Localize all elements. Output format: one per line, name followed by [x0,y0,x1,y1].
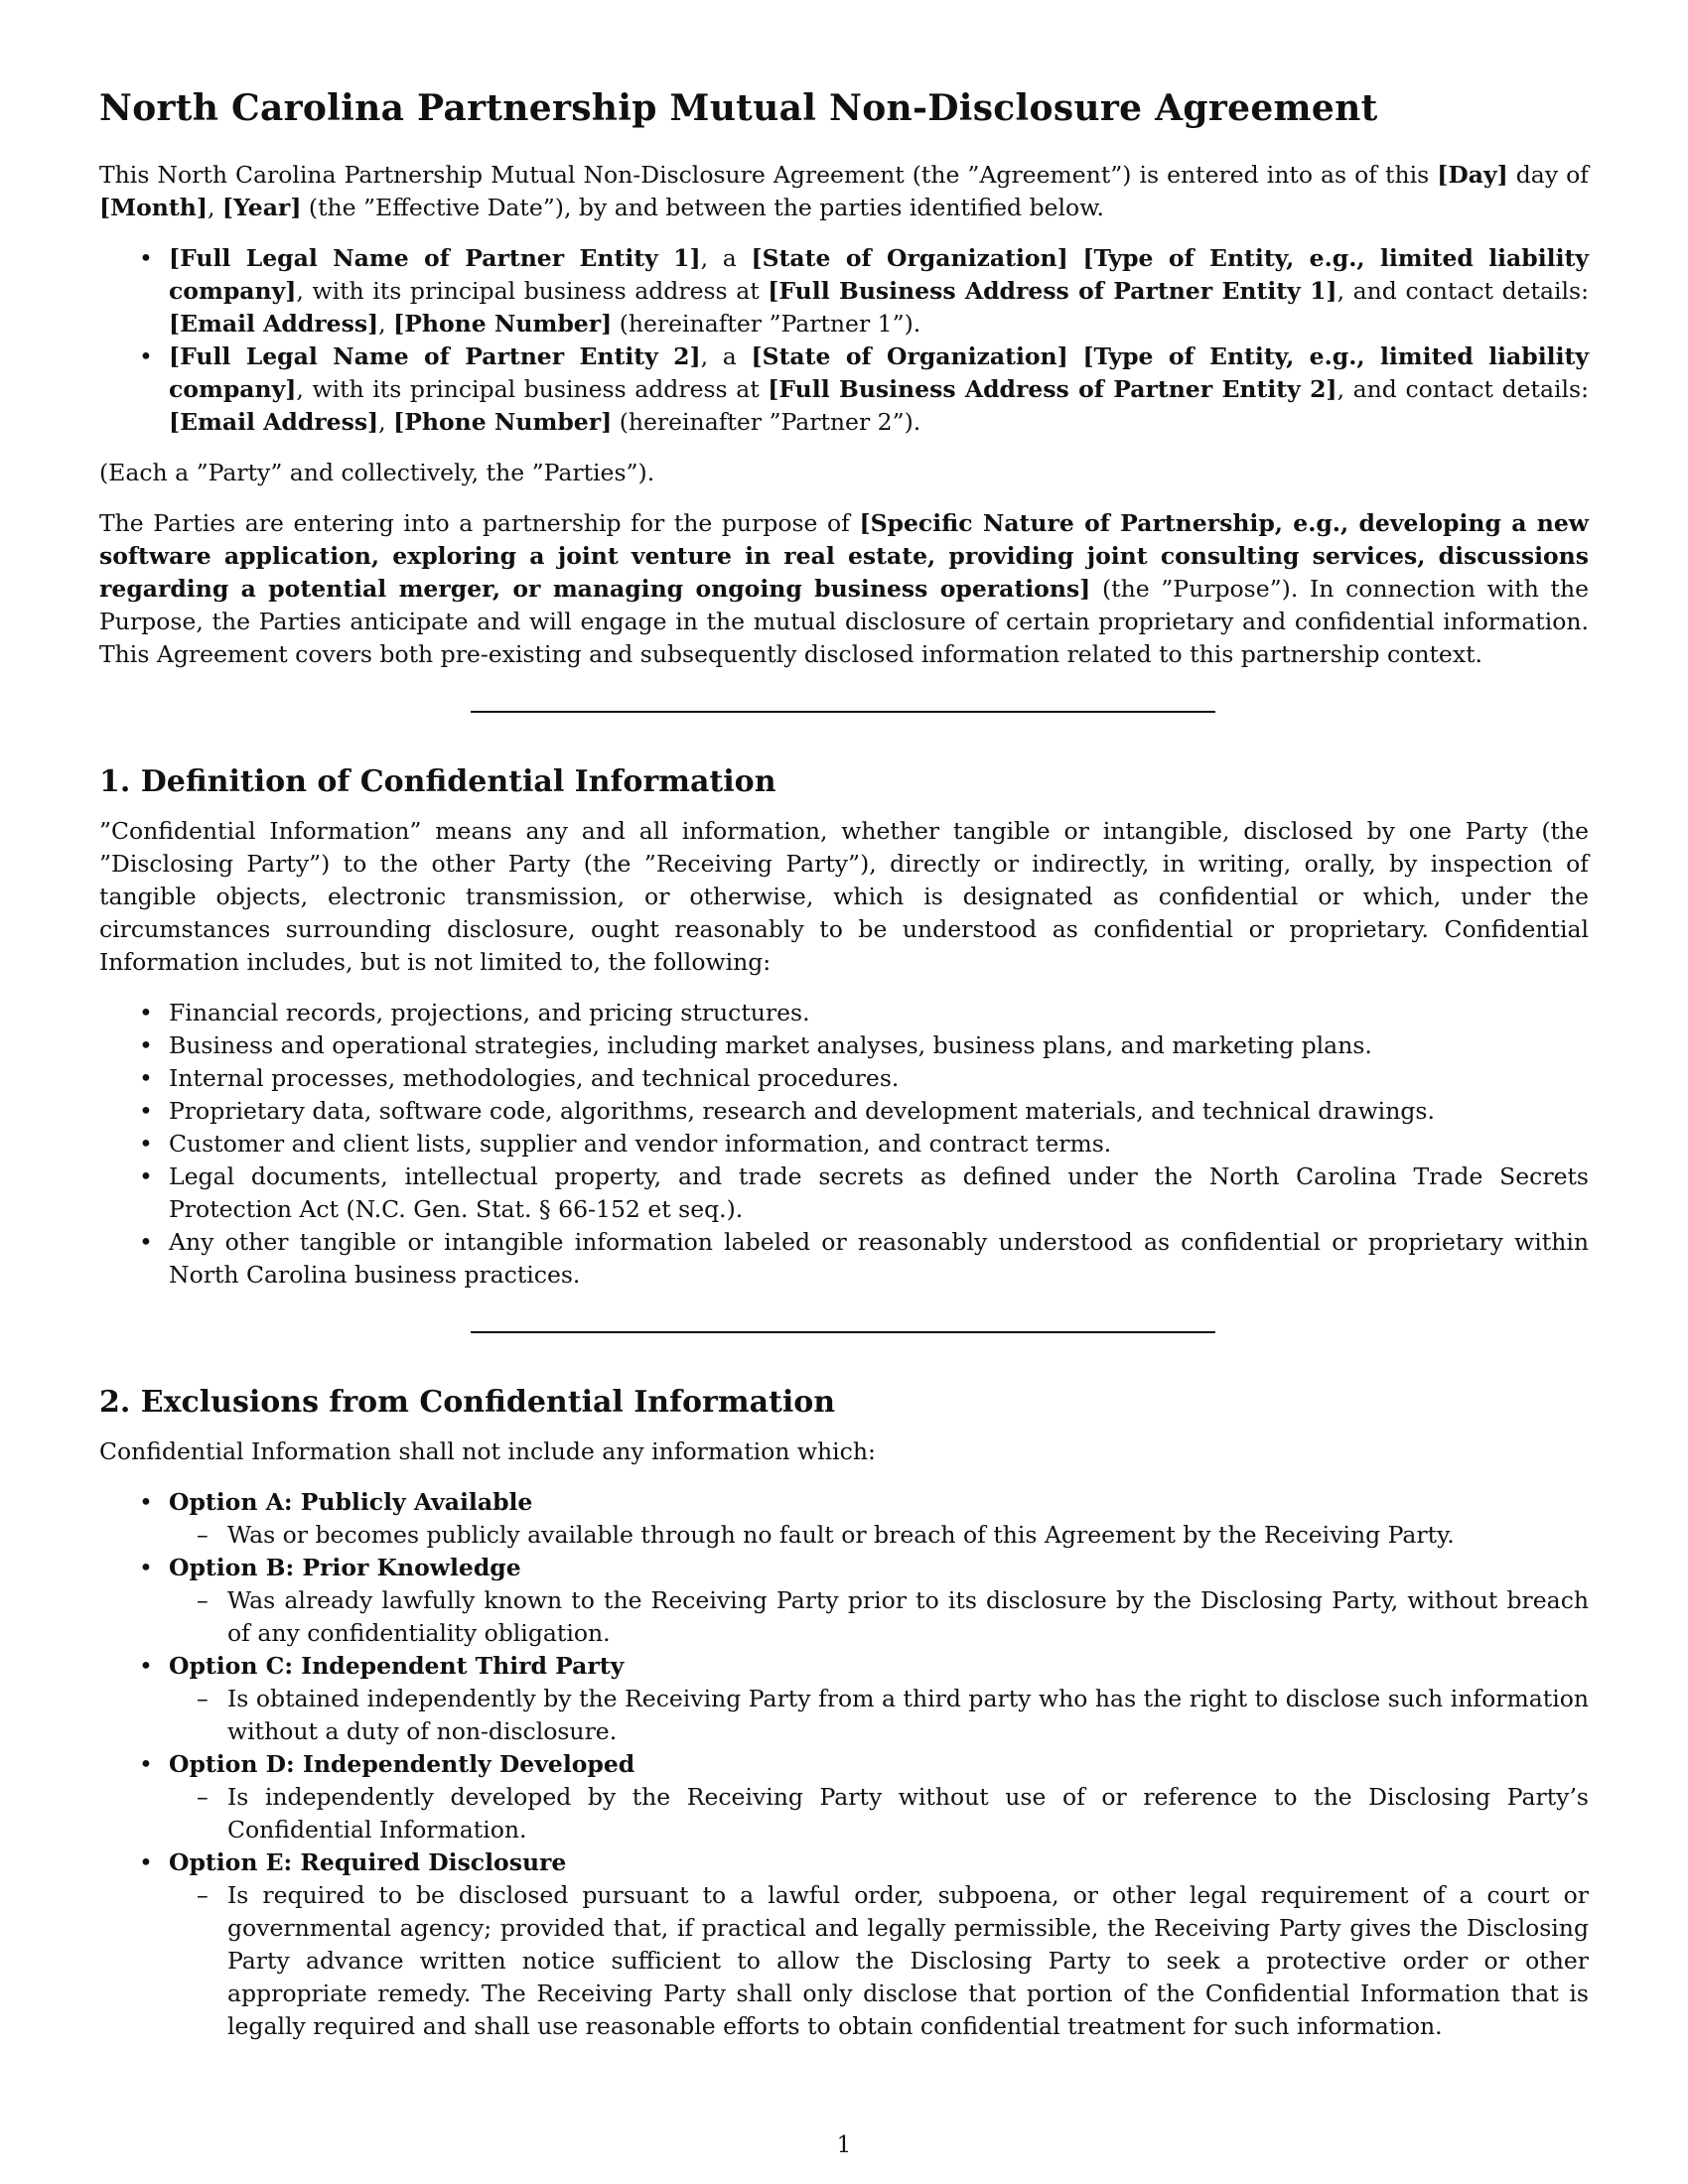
option-text: – Is required to be disclosed pursuant to a lawful order, subpoena, or other legal requirement of a court or governmental agency; provided that, if practical and legally permissible, the Receiving Party gives the Disclosing Party advance written notice sufficient to allow the Disclosing Party to seek a protective order or other appropriate remedy. The Receiving Party shall only disclose that portion of the Confidential Information that is legally required and shall use reasonable efforts to obtain confidential treatment for such information. [99,1879,1589,2043]
party-text: , [378,408,394,436]
party-text: , with its principal business address at [296,375,769,403]
option-text: – Is independently developed by the Receiving Party without use of or reference to the Disclosing Party’s Confidential Information. [99,1781,1589,1846]
option-item [99,1486,1589,1552]
month-placeholder: [Month] [99,194,208,221]
parties-list [99,242,1589,439]
section-divider [471,711,1215,713]
section-2-intro: Confidential Information shall not include any information which: [99,1437,876,1465]
option-label: Option B: Prior Knowledge [169,1554,521,1581]
section-2-heading: 2. Exclusions from Confidential Information [99,1385,836,1420]
list-item: • Proprietary data, software code, algorithms, research and development materials, and technical drawings. [99,1095,1589,1128]
party-item [99,341,1589,439]
option-item [99,1748,1589,1846]
party-text: , a [700,244,752,272]
party-state: [State of Organization] [751,342,1068,370]
purpose-text: (the ”Purpose”). In connection with the Purpose, the Parties anticipate and will engage in the mutual disclosure of certain proprietary and confidential information. This Agreement covers both pre-existing and subsequently disclosed information related to this partnership context. [99,575,1589,668]
party-state: [State of Organization] [751,244,1068,272]
party-text: (hereinafter ”Partner 1”). [612,310,921,338]
party-text: , and contact details: [1336,375,1589,403]
list-item: • Internal processes, methodologies, and technical procedures. [99,1062,1589,1095]
option-sublist [169,1781,1589,1846]
party-text [1068,342,1083,370]
party-item [99,242,1589,341]
intro-text: , [207,194,222,221]
party-text: , with its principal business address at [296,277,769,305]
page-number: 1 [836,2132,852,2158]
option-label: Option E: Required Disclosure [169,1848,567,1876]
day-placeholder: [Day] [1437,161,1508,189]
document-title: North Carolina Partnership Mutual Non-Disclosure Agreement [99,87,1378,129]
document-page [99,87,1589,2061]
intro-text: (the ”Effective Date”), by and between the parties identified below. [301,194,1104,221]
option-item [99,1650,1589,1748]
confidential-info-list [99,997,1589,1292]
party-email: [Email Address] [169,408,379,436]
party-name: [Full Legal Name of Partner Entity 1] [169,244,701,272]
intro-paragraph [99,159,1589,224]
list-item: • Legal documents, intellectual property, and trade secrets as defined under the North Carolina Trade Secrets Protection Act (N.C. Gen. Stat. § 66-152 et seq.). [99,1160,1589,1226]
option-sublist [169,1584,1589,1650]
party-phone: [Phone Number] [393,310,613,338]
intro-text: day of [1507,161,1589,189]
party-text [1068,244,1083,272]
party-address: [Full Business Address of Partner Entity 1] [768,277,1337,305]
party-email: [Email Address] [169,310,379,338]
each-party-paragraph: (Each a ”Party” and collectively, the ”Parties”). [99,459,655,486]
option-item [99,1552,1589,1650]
section-1-heading: 1. Definition of Confidential Information [99,764,776,799]
option-label: Option C: Independent Third Party [169,1652,625,1680]
party-text: , a [700,342,752,370]
list-item: • Customer and client lists, supplier and vendor information, and contract terms. [99,1128,1589,1160]
exclusions-list [99,1486,1589,2043]
list-item: • Any other tangible or intangible information labeled or reasonably understood as confidential or proprietary within North Carolina business practices. [99,1226,1589,1292]
year-placeholder: [Year] [221,194,302,221]
option-text: – Is obtained independently by the Receiving Party from a third party who has the right to disclose such information without a duty of non-disclosure. [99,1683,1589,1748]
party-phone: [Phone Number] [393,408,613,436]
party-text: , [378,310,394,338]
option-label: Option D: Independently Developed [169,1750,635,1778]
party-type: [Type of Entity, e.g., limited liability company] [169,244,1590,305]
option-item [99,1846,1589,2043]
party-name: [Full Legal Name of Partner Entity 2] [169,342,701,370]
list-item: • Business and operational strategies, including market analyses, business plans, and marketing plans. [99,1029,1589,1062]
purpose-paragraph [99,507,1589,671]
section-1-body: ”Confidential Information” means any and all information, whether tangible or intangible, disclosed by one Party (the ”Disclosing Party”) to the other Party (the ”Receiving Party”), directly or indirectly, in writing, orally, by inspection of tangible objects, electronic transmission, or otherwise, which is designated as confidential or which, under the circumstances surrounding disclosure, ought reasonably to be understood as confidential or proprietary. Confidential Information includes, but is not limited to, the following: [99,817,1589,976]
option-sublist [169,1879,1589,2043]
section-divider [471,1331,1215,1333]
option-text: – Was or becomes publicly available through no fault or breach of this Agreement by the Receiving Party. [99,1519,1589,1552]
purpose-placeholder: [Specific Nature of Partnership, e.g., developing a new software application, exploring a joint venture in real estate, providing joint consulting services, discussions regarding a potential merger, or managing ongoing business operations] [99,509,1589,603]
purpose-text: The Parties are entering into a partnership for the purpose of [99,509,860,537]
party-text: , and contact details: [1336,277,1589,305]
party-type: [Type of Entity, e.g., limited liability company] [169,342,1590,403]
party-address: [Full Business Address of Partner Entity 2] [768,375,1337,403]
party-text: (hereinafter ”Partner 2”). [612,408,921,436]
option-label: Option A: Publicly Available [169,1488,533,1516]
intro-text: This North Carolina Partnership Mutual Non-Disclosure Agreement (the ”Agreement”) is entered into as of this [99,161,1438,189]
list-item: • Financial records, projections, and pricing structures. [99,997,1589,1029]
option-sublist [169,1683,1589,1748]
option-text: – Was already lawfully known to the Receiving Party prior to its disclosure by the Disclosing Party, without breach of any confidentiality obligation. [99,1584,1589,1650]
option-sublist [169,1519,1589,1552]
